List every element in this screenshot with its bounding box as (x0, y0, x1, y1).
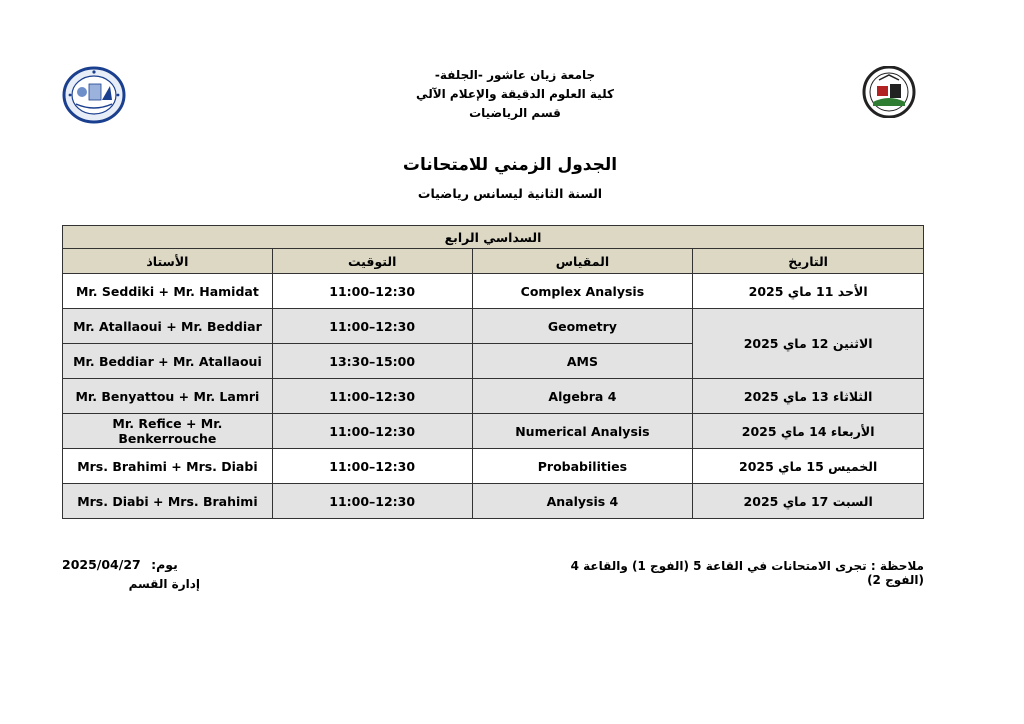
university-logo (855, 66, 923, 118)
time-cell: 11:00–12:30 (272, 484, 472, 519)
semester-row (63, 226, 924, 249)
subject-cell: Probabilities (472, 449, 693, 484)
date-cell: الأحد 11 ماي 2025 (693, 274, 924, 309)
time-cell: 11:00–12:30 (272, 414, 472, 449)
teacher-cell: Mrs. Diabi + Mrs. Brahimi (63, 484, 273, 519)
table-row (63, 309, 924, 344)
time-cell: 11:00–12:30 (272, 274, 472, 309)
subject-cell: Geometry (472, 309, 693, 344)
table-row (63, 274, 924, 309)
semester-label: السداسي الرابع (63, 226, 924, 249)
date-label: يوم: (151, 557, 178, 572)
subject-cell: AMS (472, 344, 693, 379)
table-row (63, 449, 924, 484)
exam-schedule-table (62, 225, 924, 519)
faculty-name: كلية العلوم الدقيقة والإعلام الآلي (416, 87, 614, 101)
teacher-cell: Mr. Refice + Mr. Benkerrouche (63, 414, 273, 449)
teacher-cell: Mr. Atallaoui + Mr. Beddiar (63, 309, 273, 344)
page-title: الجدول الزمني للامتحانات (402, 155, 618, 175)
subject-cell: Analysis 4 (472, 484, 693, 519)
teacher-cell: Mrs. Brahimi + Mrs. Diabi (63, 449, 273, 484)
header-row (63, 249, 924, 274)
teacher-cell: Mr. Seddiki + Mr. Hamidat (63, 274, 273, 309)
column-header-subject: المقياس (472, 249, 693, 274)
department-administration: إدارة القسم (128, 577, 200, 591)
table-row (63, 414, 924, 449)
column-header-time: التوقيت (272, 249, 472, 274)
date-cell: الخميس 15 ماي 2025 (693, 449, 924, 484)
date-cell: الاثنين 12 ماي 2025 (693, 309, 924, 379)
subject-cell: Algebra 4 (472, 379, 693, 414)
time-cell: 11:00–12:30 (272, 379, 472, 414)
teacher-cell: Mr. Beddiar + Mr. Atallaoui (63, 344, 273, 379)
table-row (63, 379, 924, 414)
date-value: 2025/04/27 (62, 557, 141, 572)
subject-cell: Numerical Analysis (472, 414, 693, 449)
document-date (62, 557, 262, 572)
date-cell: الثلاثاء 13 ماي 2025 (693, 379, 924, 414)
table-row (63, 484, 924, 519)
column-header-teacher: الأستاذ (63, 249, 273, 274)
time-cell: 11:00–12:30 (272, 309, 472, 344)
institution-header (360, 66, 670, 123)
date-cell: الأربعاء 14 ماي 2025 (693, 414, 924, 449)
time-cell: 13:30–15:00 (272, 344, 472, 379)
column-header-date: التاريخ (693, 249, 924, 274)
teacher-cell: Mr. Benyattou + Mr. Lamri (63, 379, 273, 414)
date-cell: السبت 17 ماي 2025 (693, 484, 924, 519)
page-subtitle: السنة الثانية ليسانس رياضيات (417, 186, 603, 201)
time-cell: 11:00–12:30 (272, 449, 472, 484)
faculty-logo (62, 66, 126, 124)
subject-cell: Complex Analysis (472, 274, 693, 309)
university-name: جامعة زيان عاشور -الجلفة- (434, 68, 596, 82)
department-name: قسم الرياضيات (469, 106, 561, 120)
exam-room-note: ملاحظة : تجرى الامتحانات في القاعة 5 (الفوج 1) والقاعة 4 (الفوج 2) (570, 559, 924, 587)
